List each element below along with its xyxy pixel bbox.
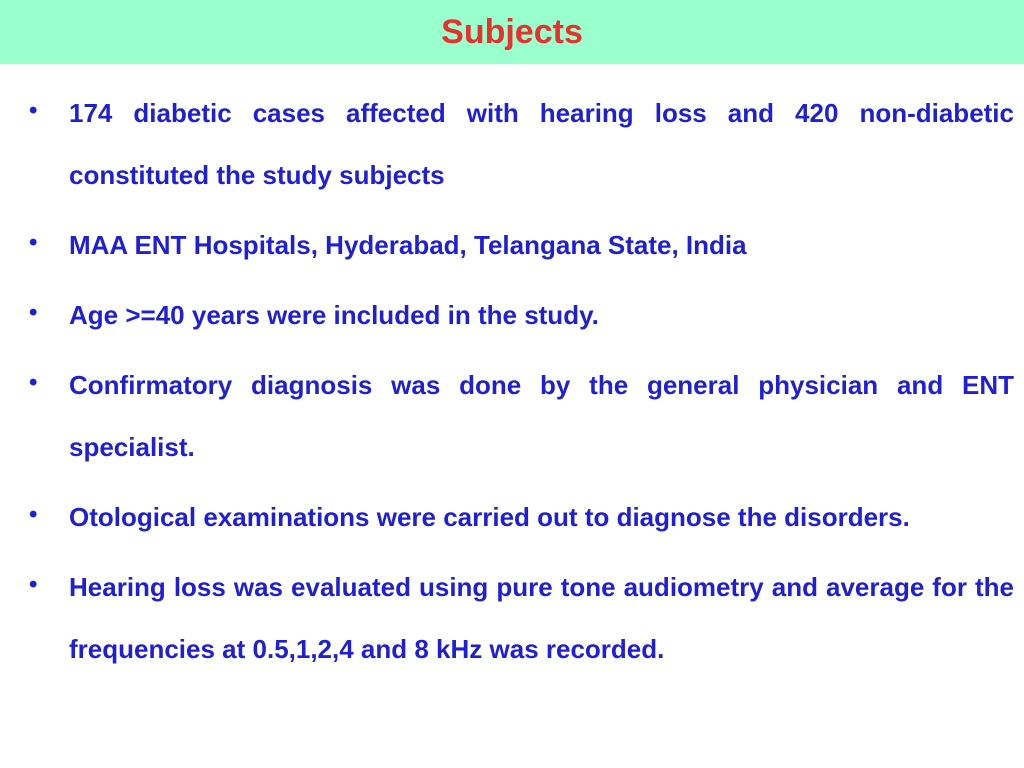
bullet-icon: •	[29, 229, 38, 256]
title-bar	[0, 0, 1024, 64]
bullet-icon: •	[29, 369, 38, 396]
bullet-icon: •	[29, 501, 38, 528]
list-item	[24, 214, 1014, 276]
bullet-text: 174 diabetic cases affected with hearing loss and 420 non-diabetic constituted the study subjects	[69, 98, 1014, 190]
bullet-list	[24, 82, 1014, 688]
bullet-icon: •	[29, 571, 38, 598]
list-item	[24, 82, 1014, 206]
list-item	[24, 556, 1014, 680]
slide-title: Subjects	[441, 12, 583, 51]
list-item	[24, 486, 1014, 548]
bullet-text: Hearing loss was evaluated using pure tone audiometry and average for the frequencies at 0.5,1,2,4 and 8 kHz was recorded.	[69, 572, 1014, 664]
bullet-text: Confirmatory diagnosis was done by the general physician and ENT specialist.	[69, 370, 1014, 462]
bullet-icon: •	[29, 97, 38, 124]
list-item	[24, 284, 1014, 346]
bullet-text: Otological examinations were carried out to diagnose the disorders.	[69, 502, 910, 532]
bullet-text: Age >=40 years were included in the study.	[69, 300, 599, 330]
list-item	[24, 354, 1014, 478]
bullet-text: MAA ENT Hospitals, Hyderabad, Telangana State, India	[69, 230, 747, 260]
bullet-icon: •	[29, 299, 38, 326]
